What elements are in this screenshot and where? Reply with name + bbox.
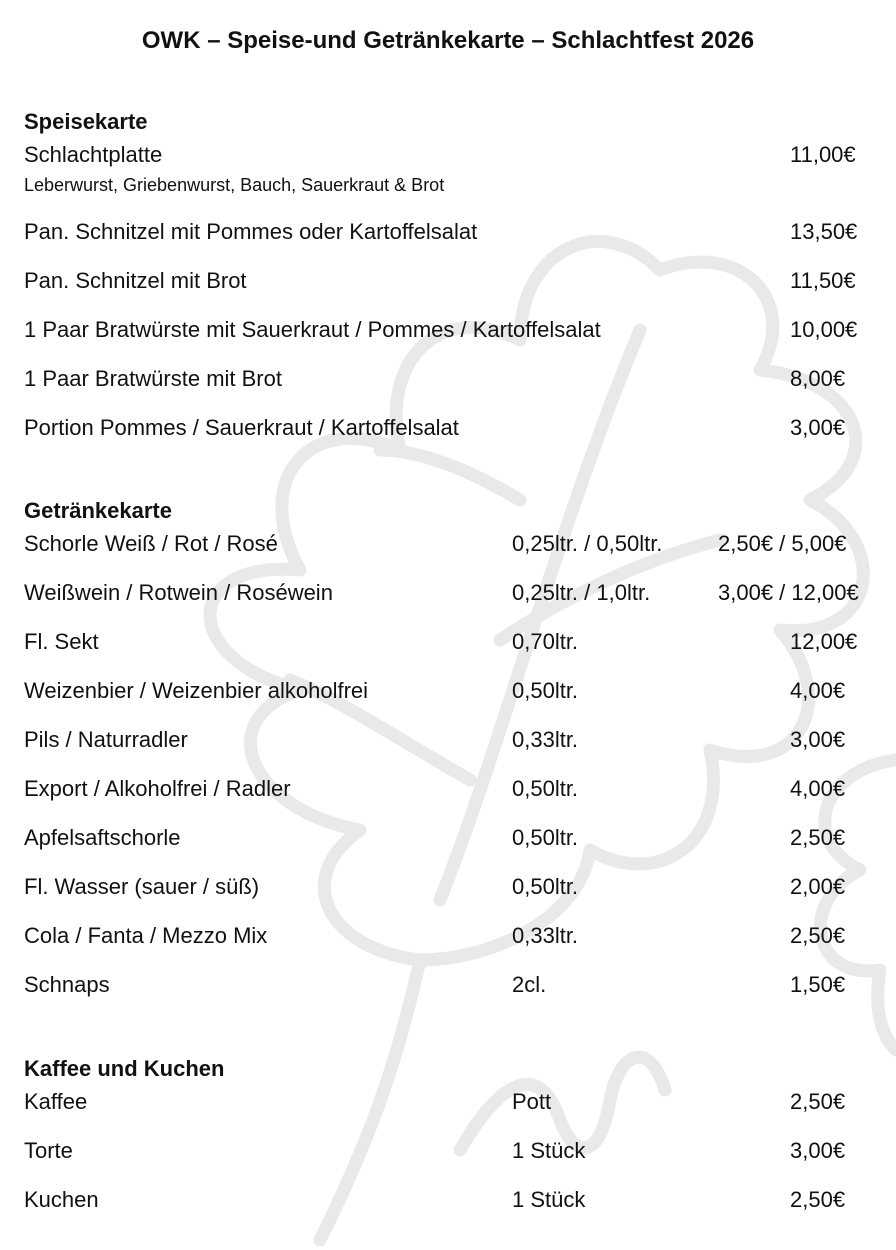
item-name: Torte — [24, 1138, 73, 1163]
item-price: 2,50€ — [790, 1089, 846, 1114]
menu-item-row — [24, 968, 872, 1001]
menu-item-row — [24, 527, 872, 560]
item-price: 3,00€ — [790, 1138, 846, 1163]
item-price: 11,50€ — [790, 268, 856, 293]
item-name: Fl. Wasser (sauer / süß) — [24, 874, 260, 899]
item-size: 2cl. — [512, 972, 547, 997]
item-price: 3,00€ — [790, 727, 846, 752]
menu-item-row — [24, 772, 872, 805]
item-price: 4,00€ — [790, 678, 846, 703]
menu-item-row — [24, 215, 872, 248]
item-price: 4,00€ — [790, 776, 846, 801]
menu-item-row — [24, 1183, 872, 1216]
item-size: Pott — [512, 1089, 552, 1114]
menu-item-row — [24, 411, 872, 444]
section-heading: Getränkekarte — [24, 498, 172, 523]
item-price: 10,00€ — [790, 317, 858, 342]
menu-item-row — [24, 821, 872, 854]
item-price: 12,00€ — [790, 629, 858, 654]
menu-item-row — [24, 362, 872, 395]
item-size: 0,50ltr. — [512, 678, 579, 703]
item-name: Pils / Naturradler — [24, 727, 188, 752]
menu-section — [24, 1052, 872, 1232]
menu-item-row — [24, 313, 872, 346]
menu-item-row — [24, 919, 872, 952]
item-price: 2,50€ — [790, 825, 846, 850]
item-size: 0,50ltr. — [512, 874, 579, 899]
item-name: Pan. Schnitzel mit Brot — [24, 268, 247, 293]
page-title: OWK – Speise-und Getränkekarte – Schlachtfest 2026 — [141, 27, 755, 54]
item-price: 8,00€ — [790, 366, 846, 391]
section-heading: Kaffee und Kuchen — [24, 1056, 225, 1081]
item-name: Weizenbier / Weizenbier alkoholfrei — [24, 678, 369, 703]
item-name: Kuchen — [24, 1187, 99, 1212]
item-price: 2,00€ — [790, 874, 846, 899]
item-price: 3,00€ / 12,00€ — [718, 580, 859, 605]
item-name: Export / Alkoholfrei / Radler — [24, 776, 291, 801]
item-size: 0,25ltr. / 0,50ltr. — [512, 531, 663, 556]
item-size: 0,70ltr. — [512, 629, 579, 654]
item-name: Schnaps — [24, 972, 110, 997]
item-name: Weißwein / Rotwein / Roséwein — [24, 580, 333, 605]
item-name: Schorle Weiß / Rot / Rosé — [24, 531, 278, 556]
item-name: Apfelsaftschorle — [24, 825, 181, 850]
item-price: 2,50€ / 5,00€ — [718, 531, 847, 556]
menu-item-row — [24, 576, 872, 609]
item-price: 1,50€ — [790, 972, 846, 997]
menu-item-row — [24, 264, 872, 297]
section-rows — [24, 138, 872, 460]
item-name: Portion Pommes / Sauerkraut / Kartoffelsalat — [24, 415, 459, 440]
item-price: 3,00€ — [790, 415, 846, 440]
menu-section — [24, 105, 872, 460]
item-name: 1 Paar Bratwürste mit Sauerkraut / Pommes / Kartoffelsalat — [24, 317, 601, 342]
item-price: 13,50€ — [790, 219, 858, 244]
item-price: 11,00€ — [790, 142, 856, 167]
section-rows — [24, 1085, 872, 1232]
menu-item-row — [24, 1085, 872, 1118]
item-name: Pan. Schnitzel mit Pommes oder Kartoffelsalat — [24, 219, 478, 244]
item-price: 2,50€ — [790, 923, 846, 948]
item-size: 0,33ltr. — [512, 923, 579, 948]
menu-item-row — [24, 1134, 872, 1167]
item-size: 0,25ltr. / 1,0ltr. — [512, 580, 651, 605]
item-size: 0,50ltr. — [512, 776, 579, 801]
item-size: 1 Stück — [512, 1187, 586, 1212]
menu-item-row — [24, 674, 872, 707]
menu-item-row — [24, 870, 872, 903]
item-name: Kaffee — [24, 1089, 88, 1114]
menu-item-row — [24, 625, 872, 658]
menu-item-row — [24, 138, 872, 171]
menu-sections — [24, 105, 872, 1232]
item-description: Leberwurst, Griebenwurst, Bauch, Sauerkraut & Brot — [24, 175, 445, 195]
item-name: Cola / Fanta / Mezzo Mix — [24, 923, 268, 948]
item-price: 2,50€ — [790, 1187, 846, 1212]
item-size: 0,50ltr. — [512, 825, 579, 850]
item-name: 1 Paar Bratwürste mit Brot — [24, 366, 282, 391]
section-rows — [24, 527, 872, 1017]
section-heading: Speisekarte — [24, 109, 148, 134]
menu-item-row — [24, 723, 872, 756]
item-size: 0,33ltr. — [512, 727, 579, 752]
item-name: Schlachtplatte — [24, 142, 163, 167]
item-name: Fl. Sekt — [24, 629, 99, 654]
menu-section — [24, 494, 872, 1017]
item-size: 1 Stück — [512, 1138, 586, 1163]
